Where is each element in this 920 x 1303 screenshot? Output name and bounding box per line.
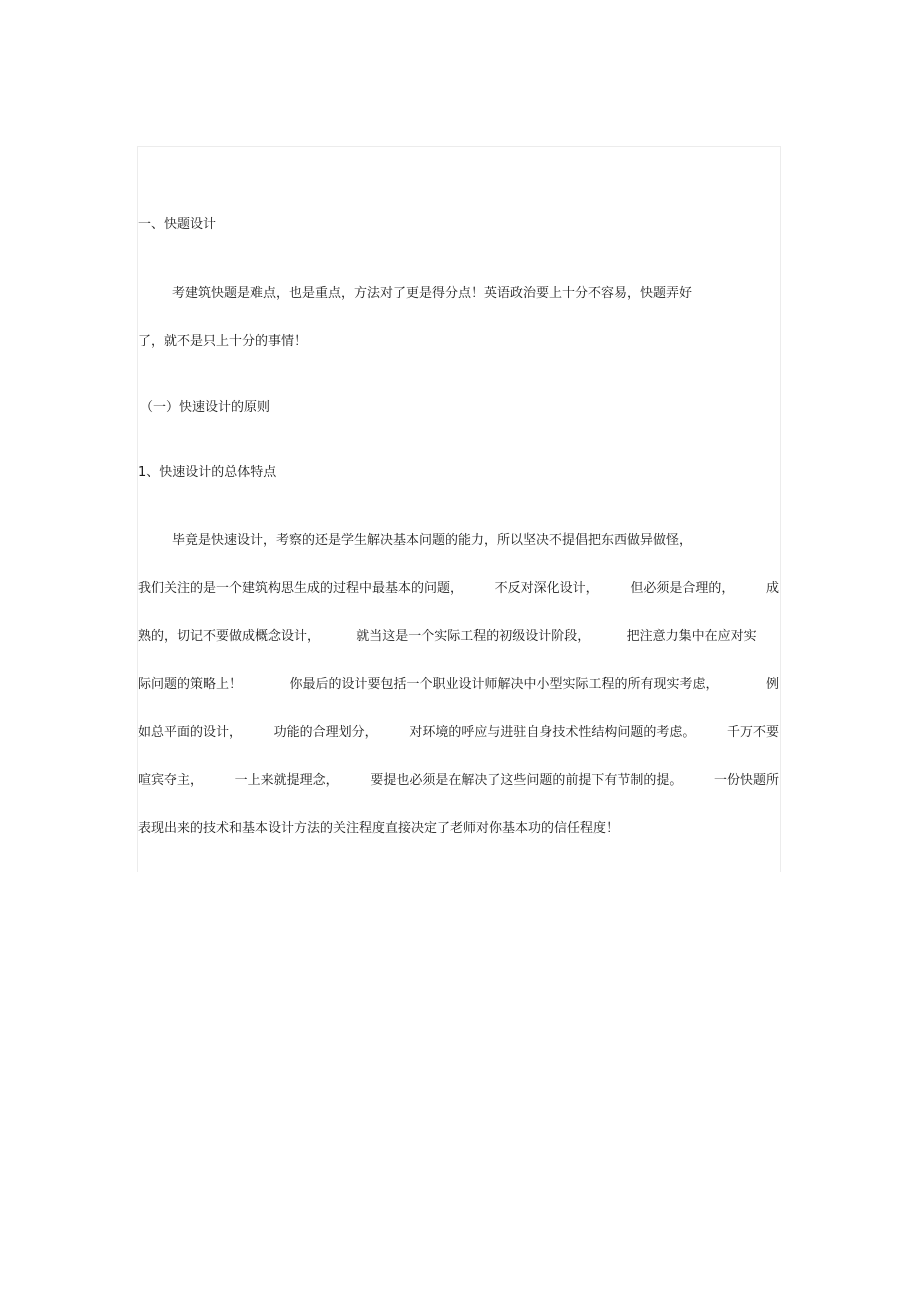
section-heading: 一、快题设计 <box>138 217 217 232</box>
body-line-3-part-1: 熟的，切记不要做成概念设计， <box>138 629 321 644</box>
body-line-5-part-4: 千万不要 <box>726 725 779 740</box>
body-line-3-part-3: 把注意力集中在应对实 <box>626 629 757 644</box>
body-line-4 <box>138 677 779 693</box>
subsection-title: 1、快速设计的总体特点 <box>138 465 277 480</box>
subsection-heading: （一）快速设计的原则 <box>140 400 271 415</box>
body-line-3 <box>138 629 779 645</box>
body-line-1: 毕竟是快速设计，考察的还是学生解决基本问题的能力，所以坚决不提倡把东西做异做怪， <box>172 533 693 548</box>
body-line-2-part-2: 不反对深化设计， <box>494 581 599 596</box>
body-line-4-part-1: 际问题的策略上！ <box>138 677 243 692</box>
body-line-4-part-2: 你最后的设计要包括一个职业设计师解决中小型实际工程的所有现实考虑， <box>289 677 719 692</box>
intro-line-2: 了，就不是只上十分的事情！ <box>138 334 308 349</box>
body-line-2 <box>138 581 779 597</box>
body-line-6-part-4: 一份快题所 <box>713 773 779 788</box>
intro-line-1: 考建筑快题是难点，也是重点，方法对了更是得分点！英语政治要上十分不容易，快题弄好 <box>172 286 693 301</box>
body-line-6-part-3: 要提也必须是在解决了这些问题的前提下有节制的提。 <box>370 773 683 788</box>
body-line-2-part-4: 成 <box>765 581 779 596</box>
body-line-5-part-2: 功能的合理划分， <box>273 725 378 740</box>
body-line-2-part-3: 但必须是合理的， <box>630 581 735 596</box>
body-line-6 <box>138 773 779 789</box>
body-line-5 <box>138 725 779 741</box>
body-line-7: 表现出来的技术和基本设计方法的关注程度直接决定了老师对你基本功的信任程度！ <box>138 821 620 836</box>
body-line-5-part-3: 对环境的呼应与进驻自身技术性结构问题的考虑。 <box>409 725 696 740</box>
body-line-4-part-3: 例 <box>765 677 779 692</box>
body-line-2-part-1: 我们关注的是一个建筑构思生成的过程中最基本的问题， <box>138 581 464 596</box>
page-frame <box>137 146 781 872</box>
body-line-6-part-2: 一上来就提理念， <box>234 773 339 788</box>
body-line-6-part-1: 喧宾夺主， <box>138 773 204 788</box>
body-line-5-part-1: 如总平面的设计， <box>138 725 243 740</box>
body-line-3-part-2: 就当这是一个实际工程的初级设计阶段， <box>356 629 591 644</box>
